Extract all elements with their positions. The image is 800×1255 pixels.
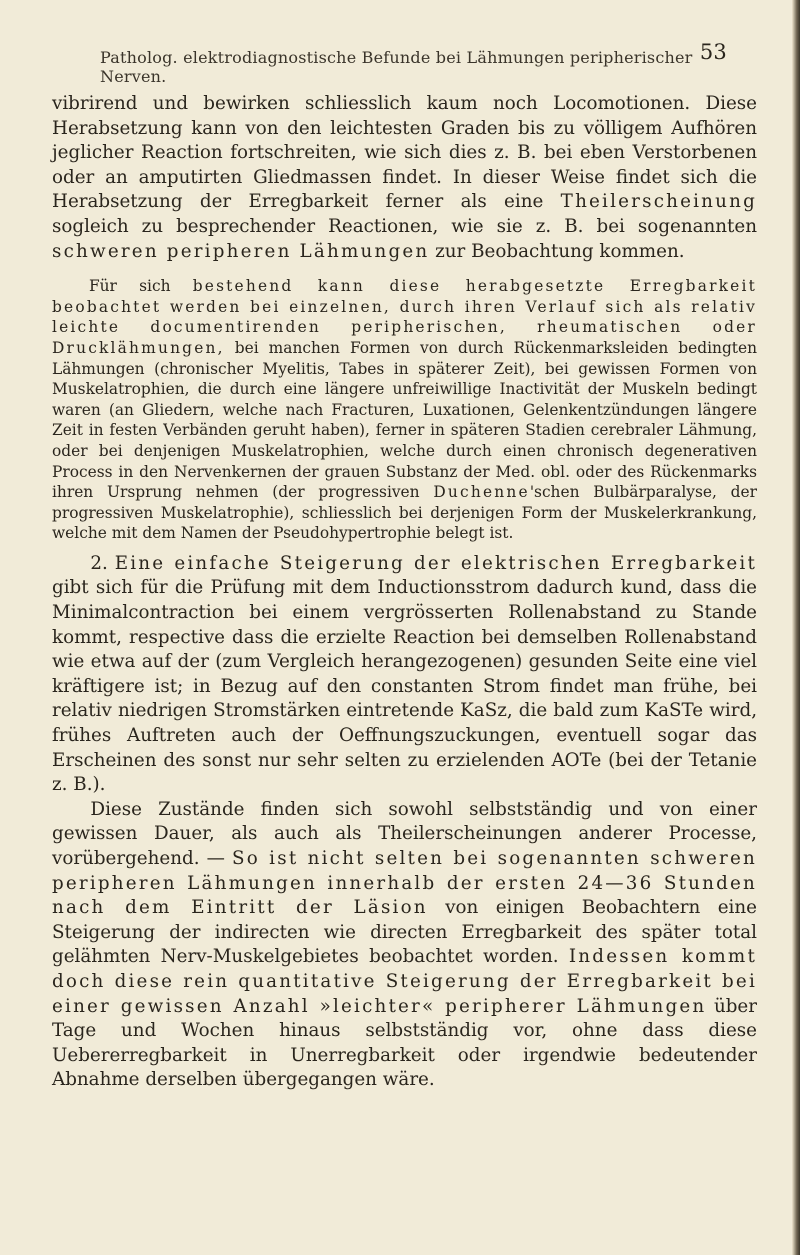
- running-head: [52, 38, 757, 86]
- page-number: 53: [699, 40, 727, 64]
- page-edge-shadow: [792, 0, 800, 1255]
- emphasis: bestehend kann diese herabgesetzte Erregbarkeit beobachtet werden bei einzelnen, durch ihren Verlauf sich als relativ leichte documentirenden peripherischen, rheumatischen oder Drucklähmungen,: [52, 277, 757, 357]
- body-text-2: [52, 552, 757, 1093]
- emphasis: Duchenne: [433, 483, 530, 502]
- small-paragraph: Für sich bestehend kann diese herabgesetzte Erregbarkeit beobachtet werden bei einzelnen, durch ihren Verlauf sich als relativ leichte documentirenden peripherischen, rheumatischen oder Drucklähmungen, bei manchen Formen von durch Rückenmarksleiden bedingten Lähmungen (chronischer Myelitis, Tabes in späterer Zeit), bei gewissen Formen von Muskelatrophien, die durch eine längere unfreiwillige Inactivität der Muskeln bedingt waren (an Gliedern, welche nach Fracturen, Luxationen, Gelenkentzündungen längere Zeit in festen Verbänden geruht haben), ferner in späteren Stadien cerebraler Lähmung, oder bei denjenigen Muskelatrophien, welche durch einen chronisch degenerativen Process in den Nervenkernen der grauen Substanz der Med. obl. oder des Rückenmarks ihren Ursprung nehmen (der progressiven Duchenne'schen Bulbärparalyse, der progressiven Muskelatrophie), schliesslich bei derjenigen Form der Muskelerkrankung, welche mit dem Namen der Pseudohypertrophie belegt ist.: [52, 277, 757, 543]
- emphasis: Indessen kommt doch diese rein quantitative Steigerung der Erregbarkeit bei einer gewissen Anzahl »leichter« peripherer Lähmungen: [52, 946, 757, 1017]
- paragraph-3: Diese Zustände finden sich sowohl selbstständig und von einer gewissen Dauer, als auch als Theilerscheinungen anderer Processe, vorübergehend. — So ist nicht selten bei sogenannten schweren peripheren Lähmungen innerhalb der ersten 24—36 Stunden nach dem Eintritt der Läsion von einigen Beobachtern eine Steigerung der indirecten wie directen Erregbarkeit des später total gelähmten Nerv-Muskelgebietes beobachtet worden. Indessen kommt doch diese rein quantitative Steigerung der Erregbarkeit bei einer gewissen Anzahl »leichter« peripherer Lähmungen über Tage und Wochen hinaus selbstständig vor, ohne dass diese Uebererregbarkeit in Unerregbarkeit oder irgendwie bedeutender Abnahme derselben übergegangen wäre.: [52, 798, 757, 1091]
- emphasis: schweren peripheren Lähmungen: [52, 240, 430, 262]
- paragraph-2: 2. Eine einfache Steigerung der elektrischen Erregbarkeit gibt sich für die Prüfung mit dem Inductionsstrom dadurch kund, dass die Minimalcontraction bei einem vergrösserten Rollenabstand zu Stande kommt, respective dass die erzielte Reaction bei demselben Rollenabstand wie etwa auf der (zum Vergleich herangezogenen) gesunden Seite eine viel kräftigere ist; in Bezug auf den constanten Strom findet man frühe, bei relativ niedrigen Stromstärken eintretende KaSz, die bald zum KaSTe wird, frühes Auftreten auch der Oeffnungszuckungen, eventuell sogar das Erscheinen des sonst nur sehr selten zu erzielenden AOTe (bei der Tetanie z. B.).: [52, 552, 757, 796]
- emphasis: So ist nicht selten bei sogenannten schweren peripheren Lähmungen innerhalb der ersten 24—36 Stunden nach dem Eintritt der Läsion: [52, 848, 757, 919]
- small-print-block: [52, 276, 757, 544]
- section-heading-inline: Eine einfache Steigerung der elektrischen Erregbarkeit: [114, 552, 757, 574]
- emphasis: Theilerscheinung: [560, 191, 757, 213]
- body-text: [52, 92, 757, 264]
- book-page: [52, 38, 757, 1093]
- paragraph-1: vibrirend und bewirken schliesslich kaum noch Locomotionen. Diese Herabsetzung kann von den leichtesten Graden bis zu völligem Aufhören jeglicher Reaction fortschreiten, wie sich dies z. B. bei eben Verstorbenen oder an amputirten Gliedmassen findet. In dieser Weise findet sich die Herabsetzung der Erregbarkeit ferner als eine Theilerscheinung sogleich zu besprechender Reactionen, wie sie z. B. bei sogenannten schweren peripheren Lähmungen zur Beobachtung kommen.: [52, 93, 757, 262]
- running-head-title: Patholog. elektrodiagnostische Befunde bei Lähmungen peripherischer Nerven.: [100, 48, 693, 86]
